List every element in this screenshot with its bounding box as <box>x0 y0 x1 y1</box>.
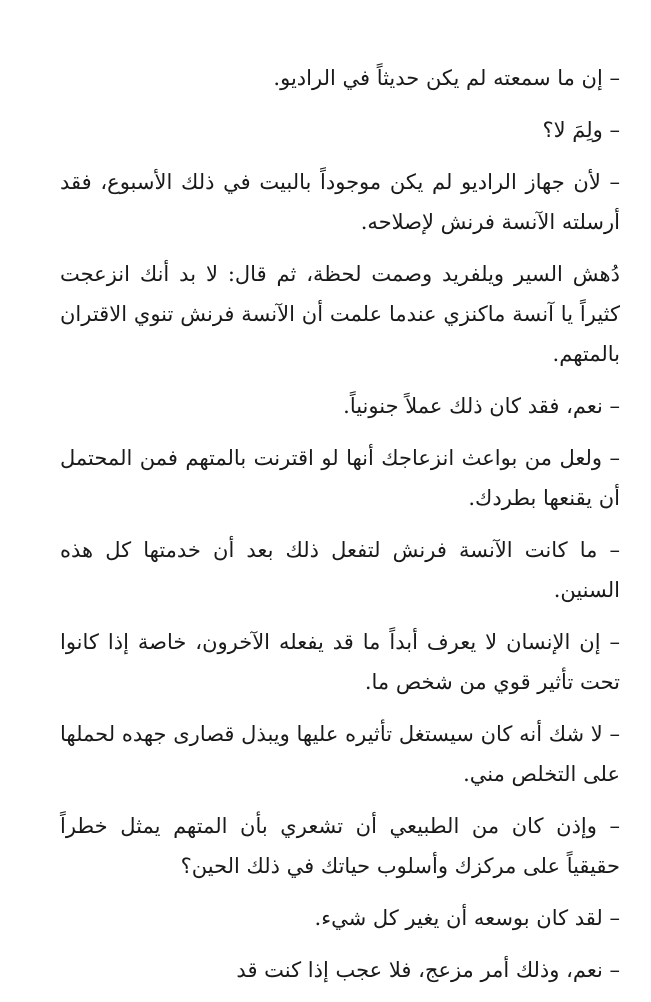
paragraph-12: – نعم، وذلك أمر مزعج، فلا عجب إذا كنت قد <box>236 958 620 982</box>
paragraph-9: – لا شك أنه كان سيستغل تأثيره عليها ويبذل قصارى جهده لحملها على التخلص مني. <box>60 722 620 786</box>
paragraph-5: – نعم، فقد كان ذلك عملاً جنونياً. <box>343 394 620 418</box>
paragraph-11: – لقد كان بوسعه أن يغير كل شيء. <box>314 906 620 930</box>
paragraph-4: دُهش السير ويلفريد وصمت لحظة، ثم قال: لا بد أنك انزعجت كثيراً يا آنسة ماكنزي عندما علمت أن الآنسة فرنش تنوي الاقتران بالمتهم. <box>60 262 620 366</box>
paragraph-1: – إن ما سمعته لم يكن حديثاً في الراديو. <box>273 66 620 90</box>
paragraph-6: – ولعل من بواعث انزعاجك أنها لو اقترنت بالمتهم فمن المحتمل أن يقنعها بطردك. <box>60 446 620 510</box>
paragraph-8: – إن الإنسان لا يعرف أبداً ما قد يفعله الآخرون، خاصة إذا كانوا تحت تأثير قوي من شخص ما. <box>60 630 620 694</box>
paragraph-7: – ما كانت الآنسة فرنش لتفعل ذلك بعد أن خدمتها كل هذه السنين. <box>60 538 620 602</box>
paragraph-10: – وإذن كان من الطبيعي أن تشعري بأن المتهم يمثل خطراً حقيقياً على مركزك وأسلوب حياتك في ذلك الحين؟ <box>60 814 620 878</box>
book-page <box>60 58 620 1002</box>
paragraph-3: – لأن جهاز الراديو لم يكن موجوداً بالبيت في ذلك الأسبوع، فقد أرسلته الآنسة فرنش لإصلاحه. <box>60 170 620 234</box>
paragraph-2: – ولِمَ لا؟ <box>542 118 620 142</box>
